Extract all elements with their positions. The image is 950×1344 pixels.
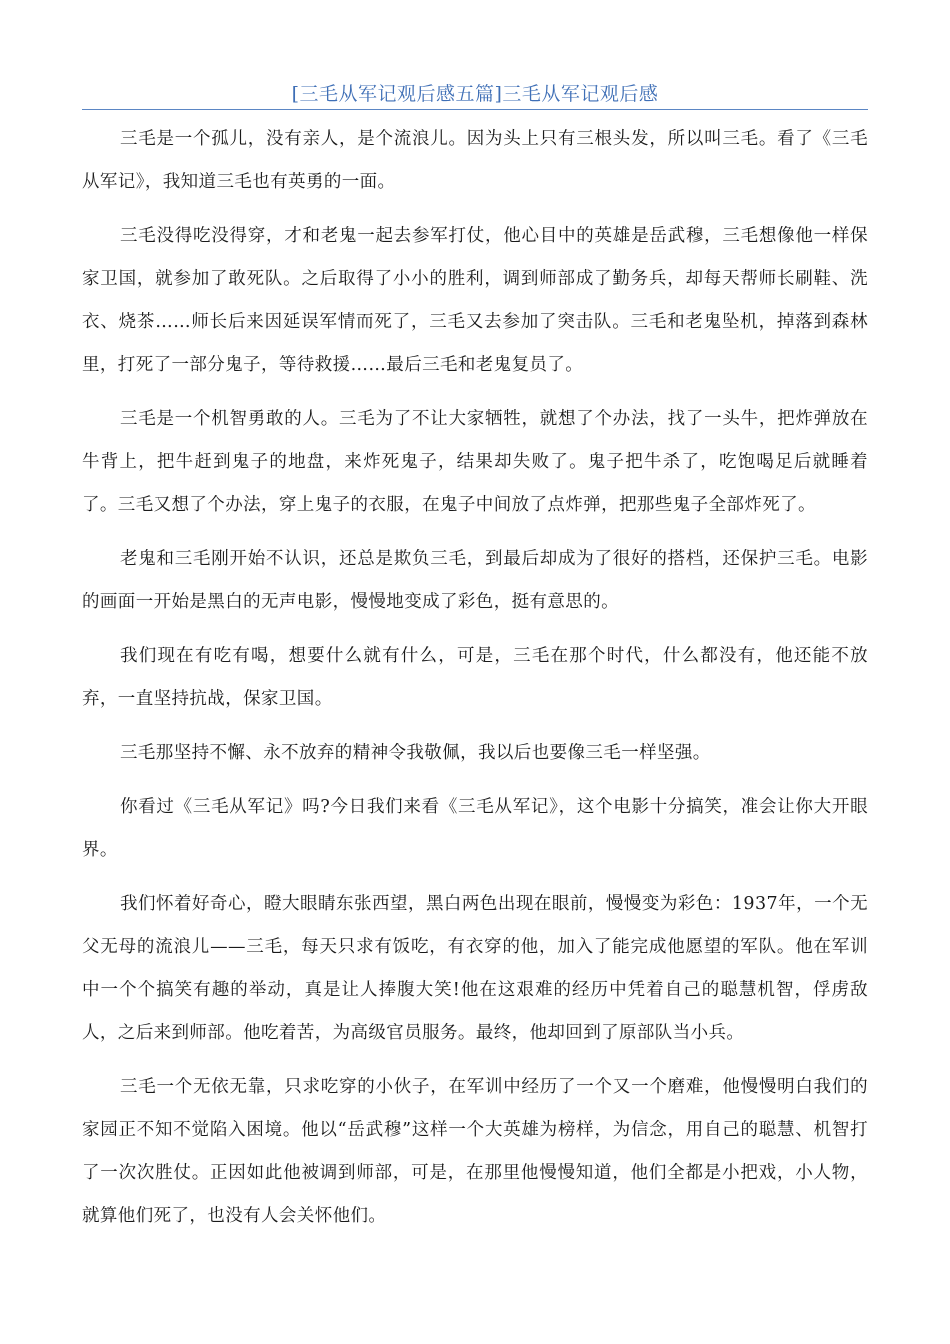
paragraph-9: 三毛一个无依无靠，只求吃穿的小伙子，在军训中经历了一个又一个磨难，他慢慢明白我们的家园正不知不觉陷入困境。他以“岳武穆”这样一个大英雄为榜样，为信念，用自己的聪慧、机智打了一次次胜仗。正因如此他被调到师部，可是，在那里他慢慢知道，他们全都是小把戏，小人物，就算他们死了，也没有人会关怀他们。 [82,1077,868,1226]
article-body [82,118,868,1249]
paragraph-4: 老鬼和三毛刚开始不认识，还总是欺负三毛，到最后却成为了很好的搭档，还保护三毛。电影的画面一开始是黑白的无声电影，慢慢地变成了彩色，挺有意思的。 [82,549,868,612]
header-divider [82,109,868,110]
paragraph-3: 三毛是一个机智勇敢的人。三毛为了不让大家牺牲，就想了个办法，找了一头牛，把炸弹放在牛背上，把牛赶到鬼子的地盘，来炸死鬼子，结果却失败了。鬼子把牛杀了，吃饱喝足后就睡着了。三毛又想了个办法，穿上鬼子的衣服，在鬼子中间放了点炸弹，把那些鬼子全部炸死了。 [82,409,868,515]
paragraph-2: 三毛没得吃没得穿，才和老鬼一起去参军打仗，他心目中的英雄是岳武穆，三毛想像他一样保家卫国，就参加了敢死队。之后取得了小小的胜利，调到师部成了勤务兵，却每天帮师长刷鞋、洗衣、烧茶……师长后来因延误军情而死了，三毛又去参加了突击队。三毛和老鬼坠机，掉落到森林里，打死了一部分鬼子，等待救援……最后三毛和老鬼复员了。 [82,226,868,375]
paragraph-1: 三毛是一个孤儿，没有亲人，是个流浪儿。因为头上只有三根头发，所以叫三毛。看了《三毛从军记》，我知道三毛也有英勇的一面。 [82,129,868,192]
paragraph-8: 我们怀着好奇心，瞪大眼睛东张西望，黑白两色出现在眼前，慢慢变为彩色：1937年，一个无父无母的流浪儿——三毛，每天只求有饭吃，有衣穿的他，加入了能完成他愿望的军队。他在军训中一个个搞笑有趣的举动，真是让人捧腹大笑!他在这艰难的经历中凭着自己的聪慧机智，俘虏敌人，之后来到师部。他吃着苦，为高级官员服务。最终，他却回到了原部队当小兵。 [82,894,868,1043]
paragraph-7: 你看过《三毛从军记》吗?今日我们来看《三毛从军记》，这个电影十分搞笑，准会让你大开眼界。 [82,797,868,860]
page-header-title: [三毛从军记观后感五篇]三毛从军记观后感 [291,83,659,105]
paragraph-5: 我们现在有吃有喝，想要什么就有什么，可是，三毛在那个时代，什么都没有，他还能不放弃，一直坚持抗战，保家卫国。 [82,646,868,709]
paragraph-6: 三毛那坚持不懈、永不放弃的精神令我敬佩，我以后也要像三毛一样坚强。 [120,743,711,763]
